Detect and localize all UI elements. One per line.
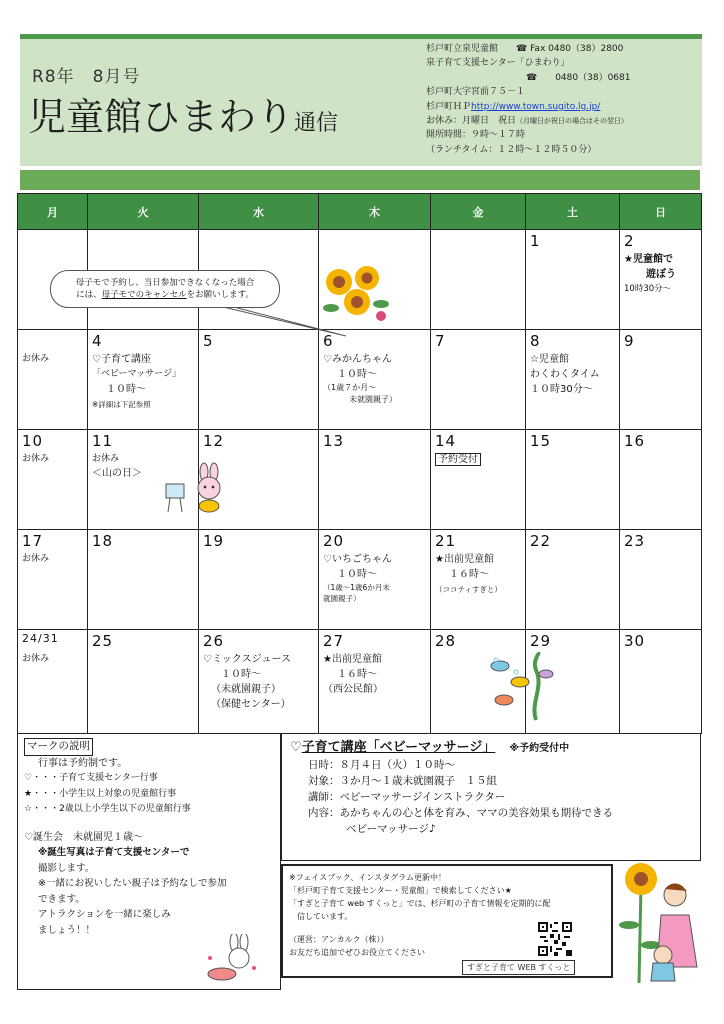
day-cell [620,630,702,734]
day-number: 1 [530,232,541,250]
sns-line: 信しています。 [297,912,353,921]
bubble-text: をお願いします。 [186,290,254,300]
event-location: （保健センター） [211,699,291,710]
day-cell [199,630,319,734]
weekday-fri: 金 [431,194,526,230]
weekday-sat: 土 [526,194,620,230]
hp-link[interactable]: http://www.town.sugito.lg.jp/ [471,101,601,112]
lunch-time: （ランチタイム：１２時～１２時５０分） [426,144,597,155]
closed-days: お休み：月曜日 祝日 [426,116,517,127]
day-cell [18,630,88,734]
legend-line: ★・・・小学生以上対象の児童館行事 [24,788,177,799]
course-title-text: 子育て講座「ベビーマッサージ」 [301,740,496,755]
weekday-wed: 水 [199,194,319,230]
title-sub: 通信 [294,111,339,136]
day-number: 7 [435,332,446,350]
day-number: 20 [323,532,345,550]
closed-label: お休み [22,654,50,664]
course-target: 対象：３か月～１歳未就園親子 １５組 [308,775,497,787]
day-cell [88,630,199,734]
bubble-line: 母子モで予約し、当日参加できなくなった場合 [75,278,255,288]
day-cell [526,630,620,734]
day-number: 19 [203,532,225,550]
day-cell [199,430,319,530]
course-date: 日時：８月４日（火）１０時～ [308,759,455,771]
day-cell [431,230,526,330]
sns-line: ※フェイスブック、インスタグラム更新中！ [289,873,447,882]
contact-line: 杉戸町立泉児童館 ☎ Fax 0480（38）2800 [426,44,624,54]
day-cell [431,430,526,530]
day-number: 6 [323,332,334,350]
day-number: 29 [530,632,552,650]
course-heading [290,740,692,757]
week-row-4 [18,530,702,630]
day-number: 30 [624,632,646,650]
closed-note: （月曜日が祝日の場合はその翌日） [516,117,629,126]
day-cell [88,330,199,430]
event-detail: 「ベビーマッサージ」 [92,369,182,379]
event-title: ♡みかんちゃん [323,354,392,365]
event-location: （西公民館） [323,684,383,695]
event-detail: （未就園親子） [211,684,281,695]
event-time: １０時～ [337,569,377,580]
event-time: １０時～ [106,384,146,395]
day-number: 14 [435,432,457,450]
weekday-tue: 火 [88,194,199,230]
reservation-badge: 予約受付 [435,453,481,466]
day-cell [526,330,620,430]
day-cell [620,430,702,530]
event-title: 遊ぼう [646,269,676,280]
day-cell [88,530,199,630]
weekday-mon: 月 [18,194,88,230]
event-time: １０時～ [221,669,261,680]
day-cell [431,530,526,630]
day-cell [319,530,431,630]
mother-child-sunflower-illustration [613,855,703,985]
day-number: 22 [530,532,552,550]
week-row-5 [18,630,702,734]
day-cell [526,430,620,530]
fish-illustration [486,652,556,722]
day-cell [526,230,620,330]
bunny-cake-illustration [204,934,260,984]
weekday-sun: 日 [620,194,702,230]
event-title: ♡ミックスジュース [203,654,291,665]
day-number: 16 [624,432,646,450]
contact-info [426,42,702,157]
cancel-notice-bubble [50,270,280,308]
birthday-line: ※一緒にお祝いしたい親子は予約なしで参加 [38,878,227,889]
day-number: 10 [22,432,44,450]
weekday-row [18,194,702,230]
bubble-link-text: 母子モでのキャンセル [101,290,187,300]
day-cell [199,530,319,630]
contact-line: ☎ 0480（38）0681 [526,72,631,83]
day-cell [620,330,702,430]
day-number: 9 [624,332,635,350]
day-cell [319,330,431,430]
day-number: 11 [92,432,114,450]
day-number: 12 [203,432,225,450]
event-time: １６時～ [449,569,489,580]
sns-line: 「杉戸町子育て支援センター・児童館」で検索してください★ [289,886,512,895]
day-cell [526,530,620,630]
open-time: 開所時間：９時～１７時 [426,130,526,141]
day-cell [431,330,526,430]
birthday-title: ♡誕生会 未就園児１歳～ [24,831,143,843]
birthday-line: 撮影します。 [38,862,95,874]
day-number: 4 [92,332,103,350]
birthday-line: ※誕生写真は子育て支援センターで [38,847,190,858]
day-cell [620,230,702,330]
legend-line: ♡・・・子育て支援センター行事 [24,773,158,783]
day-cell [18,530,88,630]
event-note: ※詳細は下記参照 [92,400,151,409]
event-title: ☆児童館 [530,354,569,365]
event-detail: 未就園親子） [349,395,397,404]
qr-code[interactable] [538,922,572,956]
divider-bar [20,170,700,190]
closed-label: お休み [22,454,50,464]
spacer [24,818,274,830]
hours-line [426,114,702,128]
sns-line: お友だち追加でぜひお役立てください [289,948,425,957]
birthday-line: アトラクションを一緒に楽しみ [38,909,171,920]
weekday-thu: 木 [319,194,431,230]
event-location: （ココティすぎと） [435,585,502,594]
sns-line: 「すぎと子育て web すくっと」では、杉戸町の子育て情報を定期的に配 [289,899,551,908]
day-number: 17 [22,532,44,550]
day-cell [319,430,431,530]
closed-label: お休み [22,354,50,364]
day-number: 21 [435,532,457,550]
event-title: ♡いちごちゃん [323,554,392,565]
day-number: 5 [203,332,214,350]
header-top-line [20,34,702,39]
closed-label: お休み [22,554,50,564]
course-title [290,740,495,755]
week-row-2 [18,330,702,430]
event-title: ★児童館で [624,254,673,265]
hp-label: 杉戸町ＨＰ [426,101,472,112]
bubble-line [51,289,279,301]
day-cell [18,330,88,430]
course-heart: ♡ [290,740,302,755]
event-time: １６時～ [337,669,377,680]
holiday-label: ＜山の日＞ [92,468,142,479]
event-time: 10時30分～ [624,284,672,294]
legend-line: ☆・・・2歳以上小学生以下の児童館行事 [24,804,191,814]
newsletter-title [28,86,338,141]
event-title: わくわくタイム [530,369,600,380]
legend-title: マークの説明 [24,738,93,756]
day-number: 2 [624,232,635,250]
course-note: ※予約受付中 [509,743,570,754]
day-cell [319,630,431,734]
event-detail: 就園親子） [323,594,361,603]
title-main: 児童館ひまわり [28,95,295,139]
day-number: 26 [203,632,225,650]
sns-operator: （運営：アンカルク（株）） [289,935,389,944]
day-cell [199,330,319,430]
contact-line: 杉戸町大字宮前７５－１ [426,87,526,98]
legend-panel [17,733,281,990]
birthday-line: ましょう！！ [38,924,96,936]
event-title: ♡子育て講座 [92,354,151,365]
issue-label: R8年 8月号 [32,67,141,87]
course-content: 内容：あかちゃんの心と体を育み、ママの美容効果も期待できる [308,807,614,819]
day-number: 8 [530,332,541,350]
birthday-line: できます。 [38,893,85,905]
event-time: １０時30分～ [530,384,593,395]
day-cell [620,530,702,630]
day-number: 24/31 [22,632,59,645]
day-cell [18,430,88,530]
closed-label: お休み [92,454,120,464]
sukutto-link-button[interactable]: すぎと子育て WEB すくっと [462,960,575,975]
course-panel [281,733,701,861]
event-detail: （1歳～1歳6か月未 [323,583,390,592]
event-title: ★出前児童館 [323,654,382,665]
week-row-3 [18,430,702,530]
day-number: 13 [323,432,345,450]
day-cell [88,430,199,530]
course-content-2: ベビーマッサージ♪ [346,823,436,835]
bubble-text: には、 [76,290,102,300]
legend-line: 行事は予約制です。 [38,757,128,769]
day-number: 18 [92,532,114,550]
day-number: 27 [323,632,345,650]
course-teacher: 講師：ベビーマッサージインストラクター [308,791,506,803]
event-title: ★出前児童館 [435,554,494,565]
event-detail: （1歳７か月～ [323,383,377,392]
contact-line [426,100,702,114]
contact-line: 泉子育て支援センター「ひまわり」 [426,58,570,69]
day-number: 23 [624,532,646,550]
day-number: 15 [530,432,552,450]
day-number: 28 [435,632,457,650]
event-time: １０時～ [337,369,377,380]
day-number: 25 [92,632,114,650]
